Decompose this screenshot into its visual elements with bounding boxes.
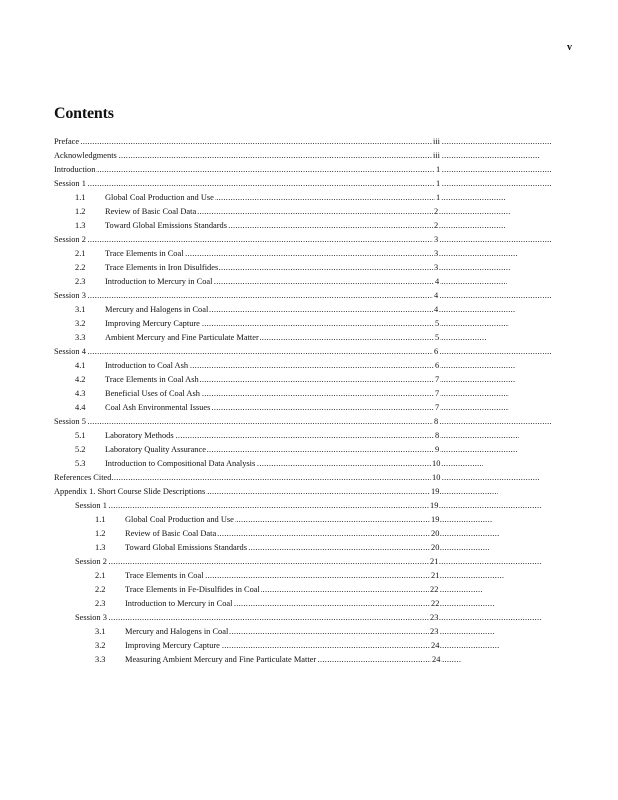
dot-leader [75, 556, 541, 568]
toc-entry-page: 10 [432, 459, 441, 468]
dot-leader [75, 612, 541, 624]
toc-entry-page: 1 [436, 165, 441, 174]
toc-entry-page: 3 [434, 235, 439, 244]
toc-entry-page: 4 [434, 291, 439, 300]
toc-entry-label: Trace Elements in Coal [125, 571, 204, 580]
toc-entry-page: 19 [431, 515, 440, 524]
toc-entry-number: 4.4 [75, 402, 106, 414]
toc-entry-number: 2.3 [95, 598, 126, 610]
toc-entry[interactable] [54, 472, 540, 484]
toc-entry-page: 8 [434, 417, 439, 426]
toc-entry[interactable] [95, 598, 495, 610]
toc-entry-page: 24 [431, 641, 440, 650]
toc-entry-number: 4.1 [75, 360, 106, 372]
toc-entry[interactable] [95, 542, 489, 554]
toc-entry-page: 1 [436, 193, 441, 202]
toc-entry-label: References Cited [54, 473, 112, 482]
dot-leader [54, 150, 540, 162]
toc-entry-page: 6 [434, 347, 439, 356]
toc-entry-label: Preface [54, 137, 80, 146]
toc-entry[interactable] [54, 486, 498, 498]
toc-entry-label: Introduction to Coal Ash [105, 361, 189, 370]
toc-entry-label: Mercury and Halogens in Coal [105, 305, 209, 314]
toc-entry-label: Trace Elements in Coal [105, 249, 184, 258]
page-number: v [567, 42, 572, 53]
toc-entry[interactable] [54, 136, 552, 148]
toc-entry-page: 9 [435, 445, 440, 454]
toc-entry-label: Laboratory Methods [105, 431, 174, 440]
toc-entry-label: Introduction to Mercury in Coal [105, 277, 213, 286]
toc-entry-label: Session 2 [54, 235, 86, 244]
dot-leader [54, 178, 552, 190]
toc-entry-number: 3.2 [75, 318, 106, 330]
toc-entry[interactable] [95, 584, 483, 596]
toc-entry-page: 21 [430, 557, 439, 566]
toc-entry-label: Session 5 [54, 417, 86, 426]
toc-entry-number: 3.1 [75, 304, 106, 316]
toc-entry-label: Appendix 1. Short Course Slide Descriptions [54, 487, 206, 496]
page-title: Contents [54, 105, 114, 122]
toc-entry-page: iii [433, 151, 440, 160]
toc-entry[interactable] [95, 654, 461, 666]
toc-entry[interactable] [95, 514, 493, 526]
dot-leader [54, 136, 552, 148]
toc-entry-page: 19 [431, 487, 440, 496]
toc-entry-label: Session 3 [54, 291, 86, 300]
toc-entry-page: 22 [430, 585, 439, 594]
toc-entry-number: 1.1 [95, 514, 126, 526]
toc-entry[interactable] [54, 164, 552, 176]
toc-entry-page: 20 [431, 529, 440, 538]
toc-entry-label: Measuring Ambient Mercury and Fine Particulate Matter [125, 655, 317, 664]
toc-entry[interactable] [54, 234, 552, 246]
toc-entry-number: 5.1 [75, 430, 106, 442]
dot-leader [54, 346, 552, 358]
toc-entry-label: Toward Global Emissions Standards [105, 221, 228, 230]
toc-entry[interactable] [75, 430, 519, 442]
toc-entry-label: Session 1 [54, 179, 86, 188]
toc-entry[interactable] [54, 346, 552, 358]
toc-entry[interactable] [75, 500, 541, 512]
toc-entry[interactable] [75, 458, 483, 470]
toc-entry-label: Beneficial Uses of Coal Ash [105, 389, 200, 398]
toc-entry[interactable] [95, 626, 495, 638]
toc-entry-page: 5 [435, 319, 440, 328]
toc-entry[interactable] [95, 640, 499, 652]
toc-entry-page: 8 [435, 431, 440, 440]
toc-entry-page: 2 [434, 221, 439, 230]
toc-entry-label: Introduction [54, 165, 96, 174]
toc-entry-label: Laboratory Quality Assurance [105, 445, 206, 454]
toc-entry-label: Session 1 [75, 501, 107, 510]
toc-entry-label: Coal Ash Environmental Issues [105, 403, 211, 412]
toc-entry-page: 4 [434, 305, 439, 314]
toc-entry-label: Trace Elements in Fe-Disulfides in Coal [125, 585, 260, 594]
dot-leader [75, 500, 541, 512]
toc-entry[interactable] [75, 374, 515, 386]
toc-entry-page: 20 [431, 543, 440, 552]
toc-entry[interactable] [75, 360, 515, 372]
dot-leader [54, 472, 540, 484]
toc-entry[interactable] [75, 248, 517, 260]
toc-entry-number: 2.1 [95, 570, 126, 582]
toc-entry-label: Session 2 [75, 557, 107, 566]
toc-entry[interactable] [75, 276, 507, 288]
dot-leader [54, 164, 552, 176]
toc-entry-number: 2.3 [75, 276, 106, 288]
toc-entry-page: 19 [430, 501, 439, 510]
toc-entry-number: 1.3 [75, 220, 106, 232]
toc-entry-label: Trace Elements in Coal Ash [105, 375, 199, 384]
toc-entry-page: 22 [431, 599, 440, 608]
toc-entry-label: Mercury and Halogens in Coal [125, 627, 229, 636]
toc-entry-number: 1.1 [75, 192, 106, 204]
toc-entry-number: 4.2 [75, 374, 106, 386]
toc-entry[interactable] [95, 570, 505, 582]
toc-entry-page: 1 [436, 179, 441, 188]
toc-entry[interactable] [54, 178, 552, 190]
toc-entry-number: 3.3 [75, 332, 106, 344]
toc-entry[interactable] [75, 304, 515, 316]
toc-entry[interactable] [54, 150, 540, 162]
toc-entry[interactable] [75, 262, 511, 274]
toc-entry-number: 4.3 [75, 388, 106, 400]
toc-entry-label: Introduction to Compositional Data Analysis [105, 459, 256, 468]
toc-entry[interactable] [75, 206, 511, 218]
toc-entry-label: Review of Basic Coal Data [105, 207, 197, 216]
toc-entry[interactable] [75, 318, 509, 330]
toc-entry-label: Global Coal Production and Use [125, 515, 234, 524]
toc-entry-page: 21 [431, 571, 440, 580]
toc-entry[interactable] [75, 444, 517, 456]
dot-leader [54, 416, 552, 428]
toc-entry-page: 10 [432, 473, 441, 482]
toc-entry[interactable] [75, 388, 509, 400]
toc-entry-page: 23 [430, 613, 439, 622]
toc-entry-label: Review of Basic Coal Data [125, 529, 217, 538]
toc-entry-label: Trace Elements in Iron Disulfides [105, 263, 219, 272]
toc-entry[interactable] [75, 220, 505, 232]
toc-entry-number: 1.3 [95, 542, 126, 554]
dot-leader [54, 290, 552, 302]
toc-entry-page: 5 [435, 333, 440, 342]
toc-entry-label: Improving Mercury Capture [105, 319, 200, 328]
toc-entry[interactable] [75, 402, 509, 414]
toc-entry-label: Session 4 [54, 347, 86, 356]
toc-entry[interactable] [95, 528, 499, 540]
toc-entry-number: 3.2 [95, 640, 126, 652]
toc-entry-label: Acknowledgments [54, 151, 117, 160]
toc-entry-label: Ambient Mercury and Fine Particulate Matter [105, 333, 259, 342]
toc-entry-number: 3.3 [95, 654, 126, 666]
toc-entry-number: 2.1 [75, 248, 106, 260]
dot-leader [54, 234, 552, 246]
toc-entry-page: 3 [434, 249, 439, 258]
toc-entry-label: Global Coal Production and Use [105, 193, 214, 202]
toc-entry-number: 2.2 [75, 262, 106, 274]
toc-entry-page: 7 [435, 389, 440, 398]
toc-entry-label: Toward Global Emissions Standards [125, 543, 248, 552]
toc-entry[interactable] [54, 290, 552, 302]
toc-entry-label: Introduction to Mercury in Coal [125, 599, 233, 608]
toc-entry-number: 5.2 [75, 444, 106, 456]
toc-entry[interactable] [75, 556, 541, 568]
toc-entry-page: 4 [435, 277, 440, 286]
toc-entry-label: Session 3 [75, 613, 107, 622]
toc-entry-page: iii [433, 137, 440, 146]
toc-entry[interactable] [54, 416, 552, 428]
toc-entry[interactable] [75, 612, 541, 624]
toc-entry-page: 7 [435, 375, 440, 384]
toc-entry[interactable] [75, 192, 505, 204]
toc-entry-page: 7 [435, 403, 440, 412]
toc-entry-number: 1.2 [75, 206, 106, 218]
toc-entry-page: 6 [435, 361, 440, 370]
toc-entry-page: 23 [430, 627, 439, 636]
toc-entry-page: 3 [434, 263, 439, 272]
toc-entry-page: 24 [432, 655, 441, 664]
toc-entry[interactable] [75, 332, 487, 344]
toc-entry-number: 5.3 [75, 458, 106, 470]
toc-entry-number: 1.2 [95, 528, 126, 540]
toc-entry-number: 3.1 [95, 626, 126, 638]
toc-entry-label: Improving Mercury Capture [125, 641, 220, 650]
toc-entry-number: 2.2 [95, 584, 126, 596]
toc-entry-page: 2 [434, 207, 439, 216]
